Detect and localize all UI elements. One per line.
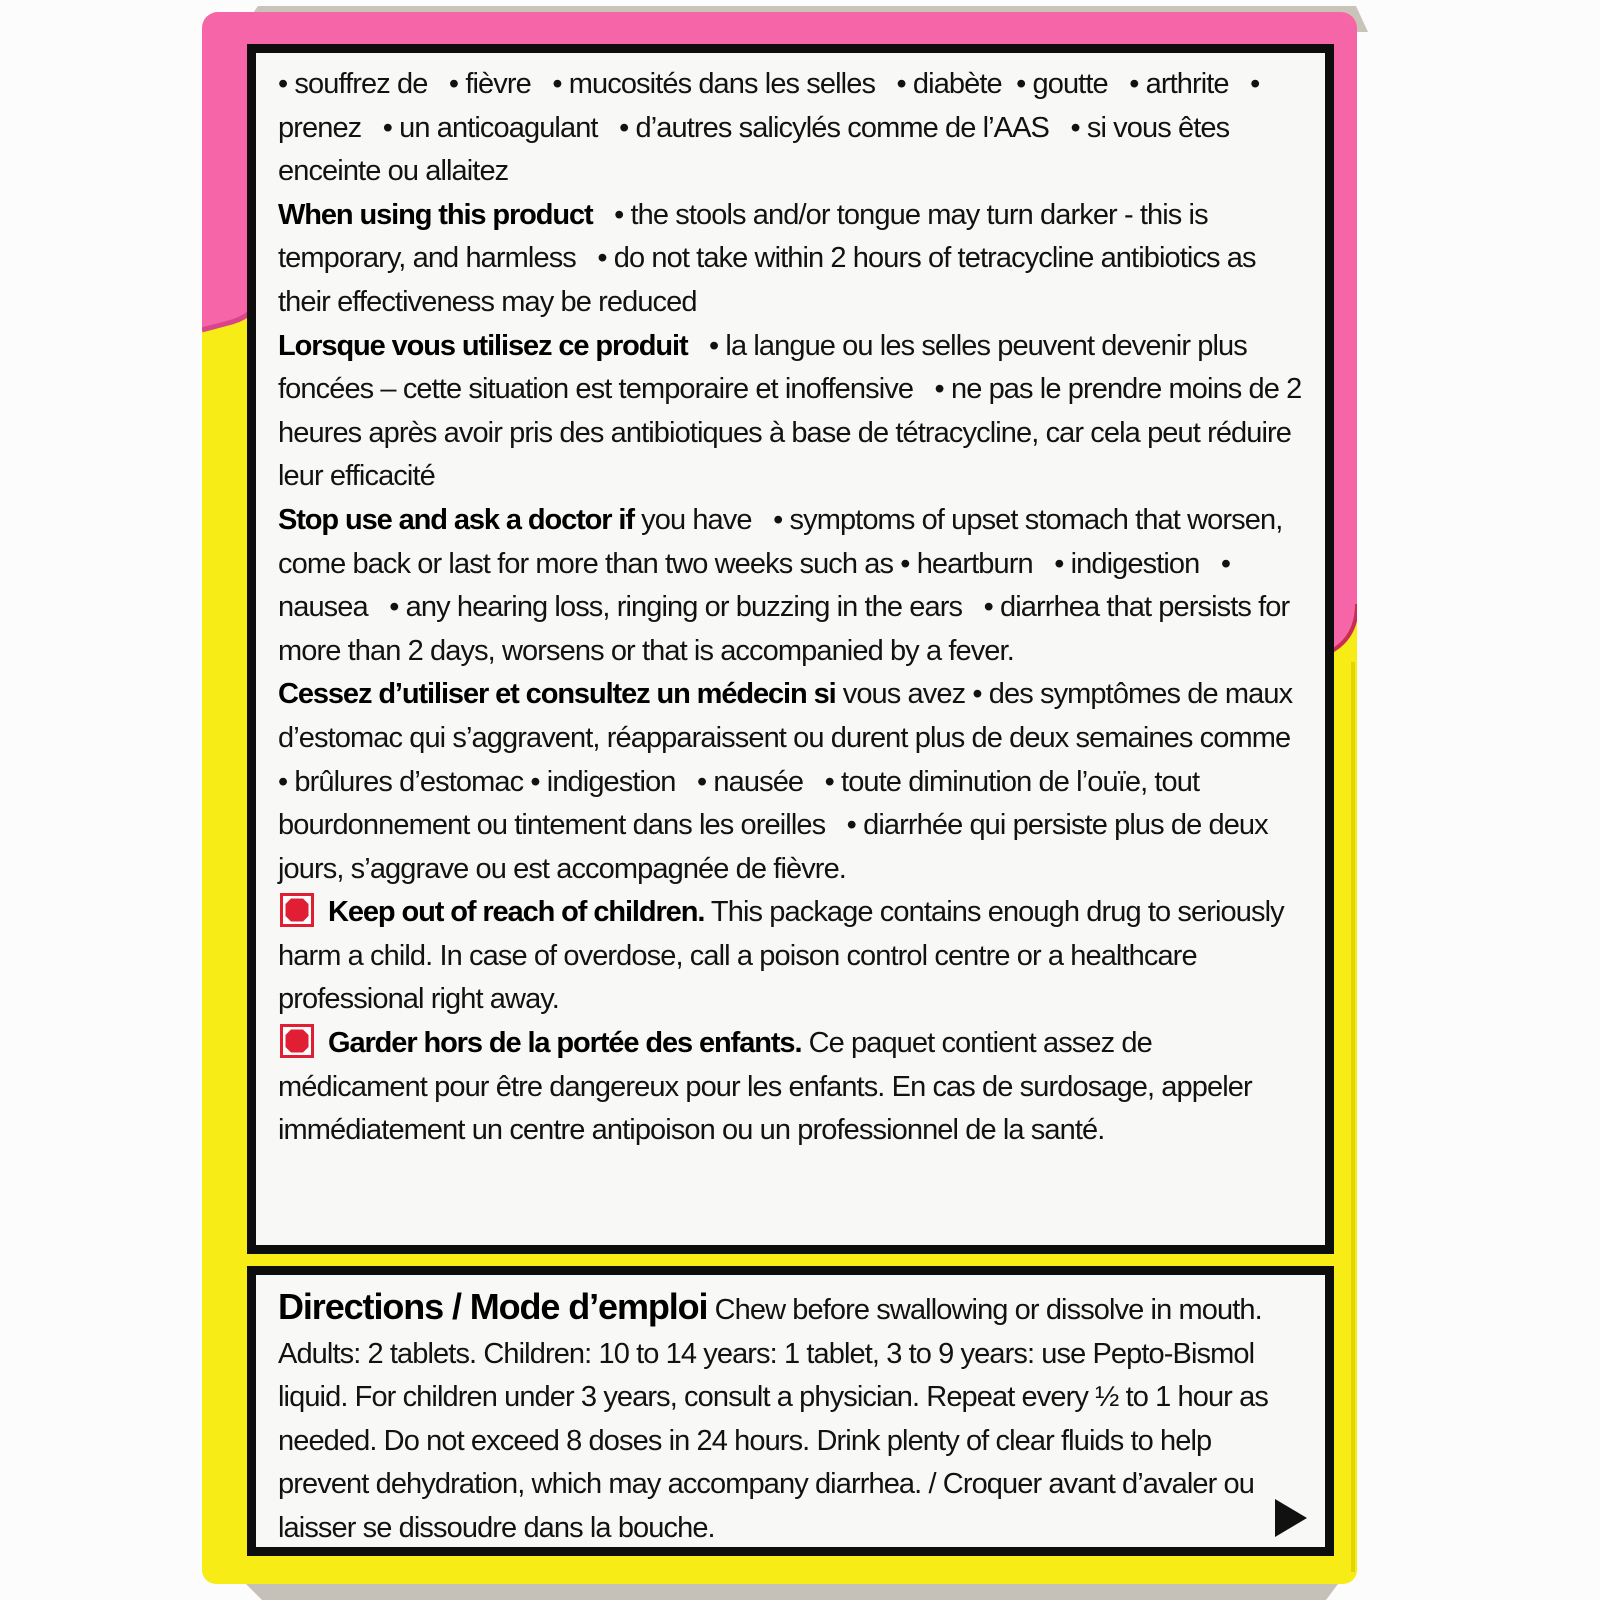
- stop-octagon-icon: [280, 893, 314, 927]
- warnings-paragraph-keep-away-fr: [278, 1022, 1305, 1153]
- warnings-paragraph-symptoms-fr: [278, 63, 1305, 194]
- pepto-box-back-panel: [202, 12, 1357, 1584]
- paragraph-text: you have • symptoms of upset stomach that worsen, come back or last for more than two weeks such as • heartburn • indigestion • nausea • any hearing loss, ringing or buzzing in the ears • diarrhea that persists for more than 2 days, worsens or that is accompanied by a fever.: [278, 503, 1290, 667]
- section-heading: Garder hors de la portée des enfants.: [328, 1027, 802, 1060]
- warnings-paragraph-stop-use-fr: [278, 673, 1305, 891]
- section-heading: Lorsque vous utilisez ce produit: [278, 329, 688, 362]
- section-heading: Keep out of reach of children.: [328, 896, 705, 929]
- directions-heading: Directions / Mode d’emploi: [278, 1286, 708, 1327]
- paragraph-text: vous avez • des symptômes de maux d’estomac qui s’aggravent, réapparaissent ou durent plus de deux semaines comme • brûlures d’estomac • indigestion • nausée • toute diminution de l’ouïe, tout bourdonnement ou tintement dans les oreilles • diarrhée qui persiste plus de deux jours, s’aggrave ou est accompagnée de fièvre.: [278, 678, 1305, 885]
- section-heading: Cessez d’utiliser et consultez un médecin si: [278, 678, 836, 711]
- paragraph-text: • la langue ou les selles peuvent devenir plus foncées – cette situation est temporaire et inoffensive • ne pas le prendre moins de 2 heures après avoir pris des antibiotiques à base de tétracycline, car cela peut réduire leur efficacité: [278, 329, 1302, 493]
- warnings-paragraph-stop-use-en: [278, 499, 1305, 673]
- stop-octagon-icon: [280, 1024, 314, 1058]
- warnings-paragraph-when-using-en: [278, 194, 1305, 325]
- box-bottom-flap: [246, 1584, 1338, 1600]
- section-heading: Stop use and ask a doctor if: [278, 503, 634, 536]
- directions-paragraph: [278, 1285, 1305, 1551]
- warnings-paragraph-when-using-fr: [278, 325, 1305, 499]
- warnings-text-panel: [247, 44, 1334, 1254]
- paragraph-text: This package contains enough drug to seriously harm a child. In case of overdose, call a poison control centre or a healthcare professional right away.: [278, 896, 1284, 1016]
- paragraph-text: Ce paquet contient assez de médicament pour être dangereux pour les enfants. En cas de surdosage, appeler immédiatement un centre antipoison ou un professionnel de la santé.: [278, 1027, 1252, 1147]
- directions-text: [256, 1275, 1325, 1551]
- warnings-text: [256, 53, 1325, 1153]
- paragraph-text: • souffrez de • fièvre • mucosités dans les selles • diabète • goutte • arthrite • prenez • un anticoagulant • d’autres salicylés comme de l’AAS • si vous êtes enceinte ou allaitez: [278, 68, 1260, 188]
- paragraph-text: Chew before swallowing or dissolve in mouth. Adults: 2 tablets. Children: 10 to 14 years: 1 tablet, 3 to 9 years: use Pepto-Bismol liquid. For children under 3 years, consult a physician. Repeat every ½ to 1 hour as needed. Do not exceed 8 doses in 24 hours. Drink plenty of clear fluids to help prevent dehydration, which may accompany diarrhea. / Croquer avant d’avaler ou laisser se dissoudre dans la bouche.: [278, 1294, 1268, 1544]
- section-heading: When using this product: [278, 198, 593, 231]
- directions-panel: [247, 1266, 1334, 1556]
- paragraph-text: • the stools and/or tongue may turn darker - this is temporary, and harmless • do not take within 2 hours of tetracycline antibiotics as their effectiveness may be reduced: [278, 198, 1256, 318]
- warnings-paragraph-keep-away-en: [278, 891, 1305, 1022]
